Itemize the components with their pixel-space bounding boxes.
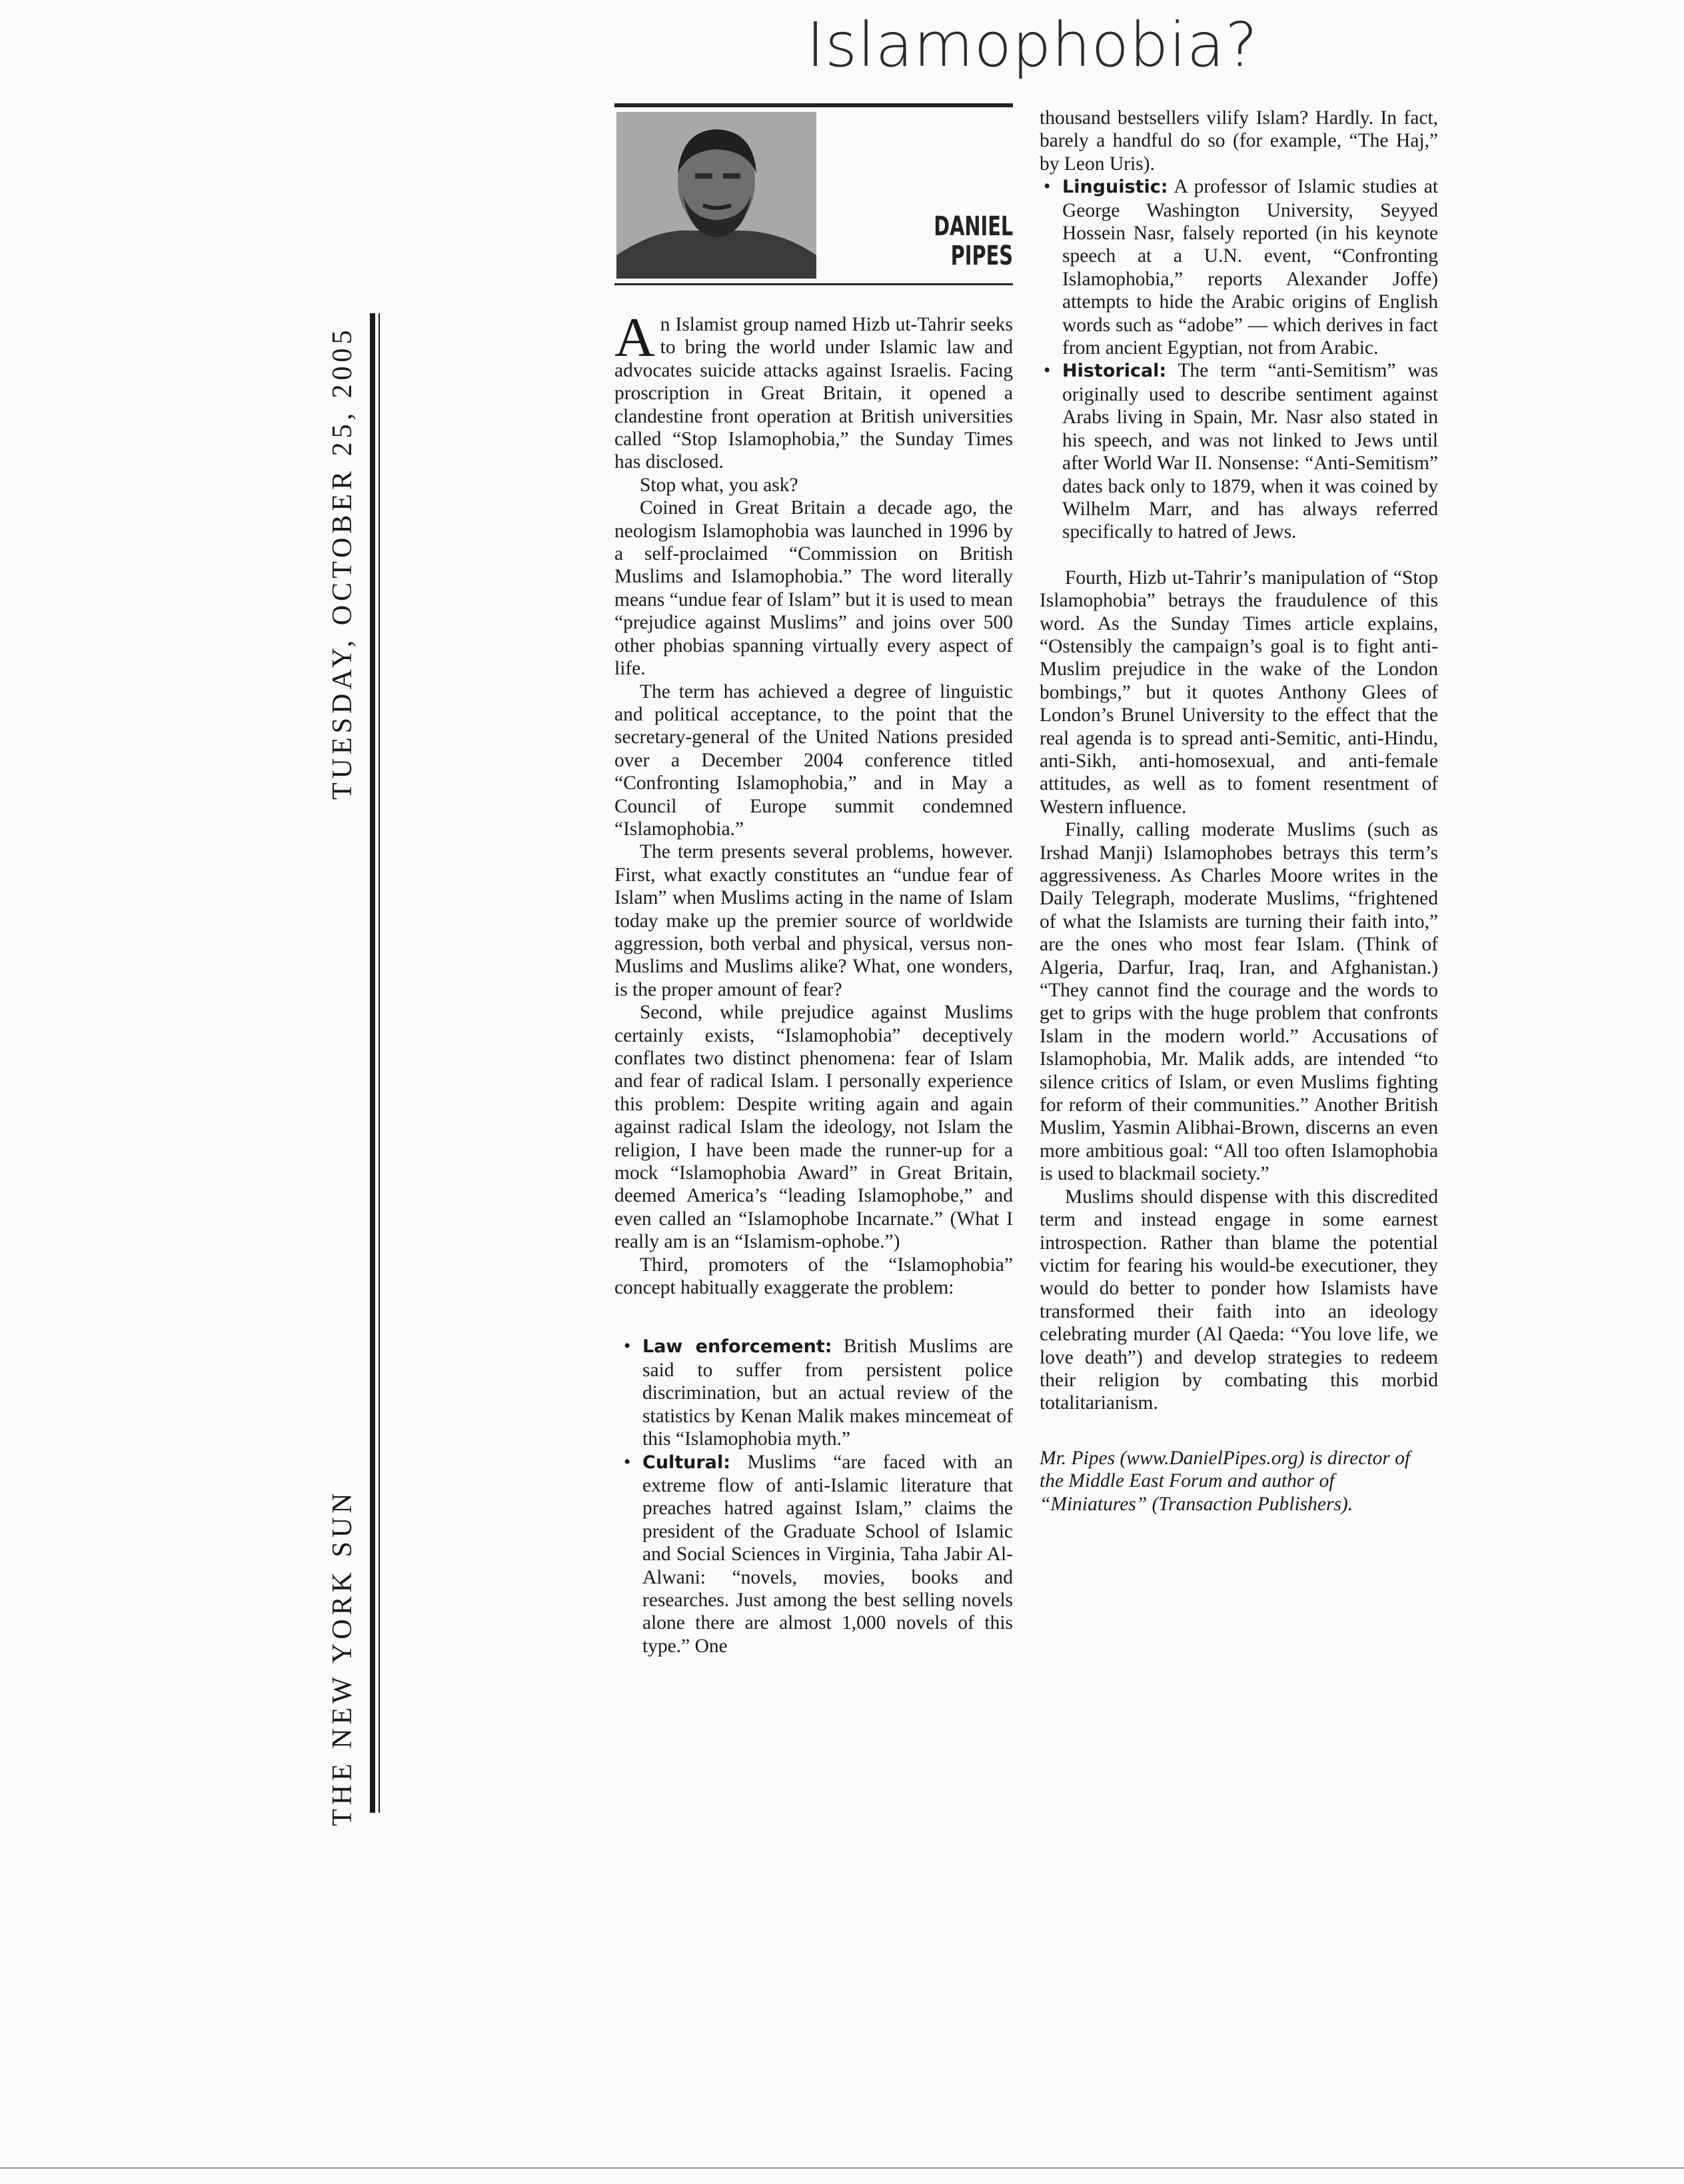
author-bio: Mr. Pipes (www.DanielPipes.org) is director of the Middle East Forum and author of “Miniatures” (Transaction Publishers). (1040, 1447, 1411, 1515)
lead-paragraph (614, 307, 1013, 474)
article-column-1 (614, 307, 1014, 1657)
bullet-item (620, 1451, 1013, 1658)
paragraph: Stop what, you ask? (640, 474, 798, 496)
author-first-name: DANIEL (934, 211, 1014, 242)
lead-text: n Islamist group named Hizb ut-Tahrir seeks to bring the world under Islamic law and advocates suicide attacks against Israelis. Facing proscription in Great Britain, it opened a clandestine front operation at British universities called “Stop Islamophobia,” the Sunday Times has disclosed. (614, 314, 1013, 473)
bullet-item (620, 1335, 1013, 1450)
paragraph: Third, promoters of the “Islamophobia” concept habitually exaggerate the problem: (614, 1254, 1013, 1299)
bullet-item (1040, 359, 1438, 543)
article-column-2 (1040, 107, 1438, 1516)
paragraph: Muslims should dispense with this discredited term and instead engage in some earnest introspection. Rather than blame the potential victim for fearing his would-be executioner, they would do better to ponder how Islamists have transformed their faith into an ideology celebrating murder (Al Qaeda: “You love life, we love death”) and develop strategies to redeem their religion by combating this morbid totalitarianism. (1040, 1186, 1438, 1414)
paragraph: The term presents several problems, however. First, what exactly constitutes an “undue fear of Islam” when Muslims acting in the name of Islam today make up the premier source of worldwide aggression, both verbal and physical, versus non-Muslims and Muslims alike? What, one wonders, is the proper amount of fear? (614, 841, 1013, 1000)
bullet-label: Historical: (1062, 361, 1167, 382)
author-name (934, 212, 1013, 271)
bullet-item (1040, 175, 1438, 359)
headline-rule (614, 103, 1013, 107)
bullet-text: British Muslims are said to suffer from persistent police discrimination, but an actual review of the statistics by Kenan Malik makes mincemeat of this “Islamophobia myth.” (642, 1336, 1013, 1450)
author-last-name: PIPES (950, 241, 1013, 271)
dateline: TUESDAY, OCTOBER 25, 2005 (327, 326, 358, 800)
headline: Islamophobia? (806, 9, 1259, 81)
paragraph: Fourth, Hizb ut-Tahrir’s manipulation of “Stop Islamophobia” betrays the fraudulence of this word. As the Sunday Times article explains, “Ostensibly the campaign’s goal is to fight anti-Muslim prejudice in the wake of the London bombings,” but it quotes Anthony Glees of London’s Brunel University to the effect that the real agenda is to spread anti-Semitic, anti-Hindu, anti-Sikh, anti-homosexual, and anti-female attitudes, as well as to foment resentment of Western influence. (1040, 566, 1438, 818)
bullet-label: Cultural: (642, 1452, 731, 1473)
byline-rule (614, 283, 1013, 285)
bullet-list (1040, 175, 1438, 544)
bullet-text: A professor of Islamic studies at George Washington University, Seyyed Hossein Nasr, falsely reported (in his keynote speech at a U.N. event, “Confronting Islamophobia,” reports Alexander Joffe) attempts to hide the Arabic origins of English words such as “adobe” — which derives in fact from ancient Egyptian, not from Arabic. (1062, 176, 1438, 359)
bullet-list (620, 1335, 1013, 1657)
bullet-text: The term “anti-Semitism” was originally used to describe sentiment against Arabs living in Spain, Mr. Nasr also stated in his speech, and was not linked to Jews until after World War II. Nonsense: “Anti-Semitism” dates back only to 1879, when it was coined by Wilhelm Marr, and has always referred specifically to hatred of Jews. (1062, 360, 1438, 543)
bullet-label: Linguistic: (1062, 177, 1168, 198)
paragraph: Second, while prejudice against Muslims certainly exists, “Islamophobia” deceptively conflates two distinct phenomena: fear of Islam and fear of radical Islam. I personally experience this problem: Despite writing again and again against radical Islam the ideology, not Islam the religion, I have been made the runner-up for a mock “Islamophobia Award” in Great Britain, deemed America’s “leading Islamophobe,” and even called an “Islamophobe Incarnate.” (What I really am is an “Islamism-ophobe.”) (614, 1002, 1013, 1253)
author-photo (616, 112, 816, 279)
page-edge-rule (0, 2167, 1684, 2169)
paragraph: Finally, calling moderate Muslims (such as Irshad Manji) Islamophobes betrays this term’s aggressiveness. As Charles Moore writes in the Daily Telegraph, moderate Muslims, “frightened of what the Islamists are turning their faith into,” are the ones who most fear Islam. (Think of Algeria, Darfur, Iraq, Iran, and Afghanistan.) “They cannot find the courage and the words to get to grips with the huge problem that confronts Islam in the modern world.” Accusations of Islamophobia, Mr. Malik adds, are intended “to silence critics of Islam, or even Muslims fighting for reform of their communities.” Another British Muslim, Yasmin Alibhai-Brown, discerns an even more ambitious goal: “All too often Islamophobia is used to blackmail society.” (1040, 819, 1438, 1185)
margin-rule (370, 313, 375, 1813)
paragraph: Coined in Great Britain a decade ago, the neologism Islamophobia was launched in 1996 by a self-proclaimed “Commission on British Muslims and Islamophobia.” The word literally means “undue fear of Islam” but it is used to mean “prejudice against Muslims” and joins over 500 other phobias spanning virtually every aspect of life. (614, 497, 1014, 680)
margin-rule-thin (379, 313, 380, 1813)
bullet-text: Muslims “are faced with an extreme flow of anti-Islamic literature that preaches hatred against Islam,” claims the president of the Graduate School of Islamic and Social Sciences in Virginia, Taha Jabir Al-Alwani: “novels, movies, books and researches. Just among the best selling novels alone there are almost 1,000 novels of this type.” One (642, 1451, 1013, 1657)
continued-text: thousand bestsellers vilify Islam? Hardly. In fact, barely a handful do so (for example, “The Haj,” by Leon Uris). (1040, 107, 1438, 175)
publication-name: THE NEW YORK SUN (327, 1489, 358, 1826)
bullet-label: Law enforcement: (642, 1336, 832, 1358)
drop-cap: A (614, 307, 655, 369)
paragraph: The term has achieved a degree of linguistic and political acceptance, to the point that the secretary-general of the United Nations presided over a December 2004 conference titled “Confronting Islamophobia,” and in May a Council of Europe summit condemned “Islamophobia.” (614, 680, 1013, 840)
